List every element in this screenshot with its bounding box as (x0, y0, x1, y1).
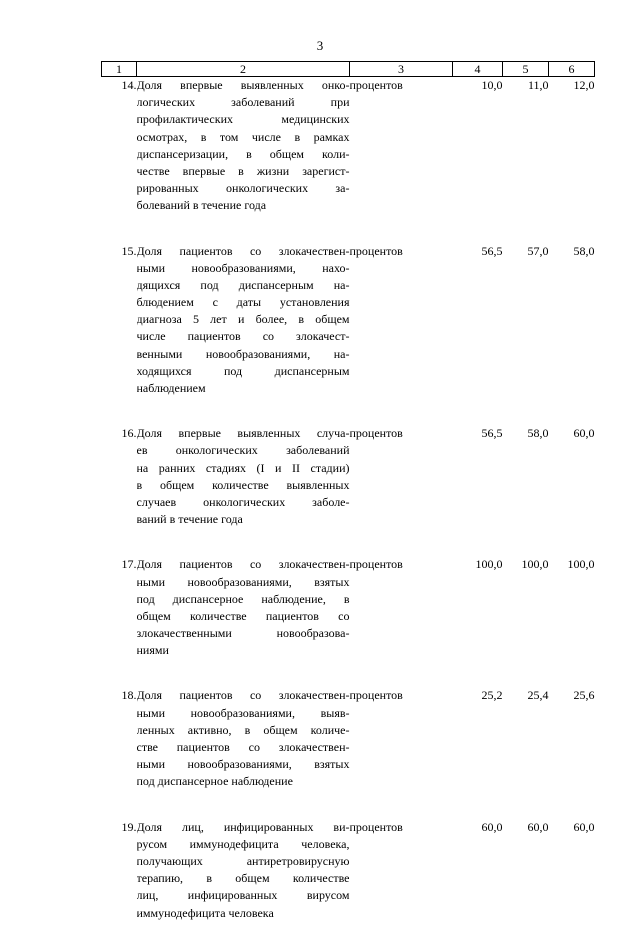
indicator-name-line: общем количестве пациентов со (136, 608, 350, 623)
value-col-6: 100,0 (567, 557, 595, 572)
value-col-5: 25,4 (527, 688, 549, 703)
indicator-name-line: честве впервые в жизни зарегист- (136, 163, 350, 178)
indicator-name (137, 819, 350, 950)
indicator-name-line: лиц, инфицированных вирусом (136, 888, 350, 903)
table-row (102, 819, 595, 950)
row-number: 15. (121, 243, 137, 258)
indicator-name-line: числе пациентов со злокачест- (136, 329, 350, 344)
indicator-name-line: ными новообразованиями, взятых (136, 574, 350, 589)
value-col-6: 60,0 (573, 426, 595, 441)
col-header-3: 3 (350, 62, 453, 77)
indicator-name-line: Доля пациентов со злокачествен- (136, 557, 350, 572)
value-col-6: 12,0 (573, 78, 595, 92)
value-col-4: 100,0 (475, 557, 503, 572)
value-col-6: 60,0 (573, 819, 595, 834)
unit: процентов (349, 243, 403, 258)
value-col-4: 60,0 (481, 819, 503, 834)
unit: процентов (349, 78, 403, 92)
indicator-name (137, 243, 350, 426)
row-number: 17. (121, 557, 137, 572)
row-number: 19. (121, 819, 137, 834)
row-number: 18. (121, 688, 137, 703)
indicator-name-line: Доля пациентов со злокачествен- (136, 243, 350, 258)
col-header-4: 4 (453, 62, 503, 77)
indicator-name-line: дящихся под диспансерным на- (136, 277, 350, 292)
value-col-5: 57,0 (527, 243, 549, 258)
table-row (102, 425, 595, 556)
indicator-name-line: получающих антиретровирусную (136, 853, 350, 868)
value-col-4: 25,2 (481, 688, 503, 703)
unit: процентов (349, 688, 403, 703)
indicator-name-line: логических заболеваний при (136, 95, 350, 110)
value-col-5: 60,0 (527, 819, 549, 834)
indicator-name-line: русом иммунодефицита человека, (136, 836, 350, 851)
indicator-name-line: рированных онкологических за- (136, 181, 350, 196)
col-header-1: 1 (102, 62, 137, 77)
value-col-6: 58,0 (573, 243, 595, 258)
indicator-name-line: злокачественными новообразова- (136, 626, 350, 641)
value-col-5: 58,0 (527, 426, 549, 441)
indicator-name-line: болеваний в течение года (136, 198, 267, 213)
indicator-name-line: ными новообразованиями, нахо- (136, 260, 350, 275)
indicator-name-line: блюдением с даты установления (136, 295, 350, 310)
indicator-name-line: Доля впервые выявленных случа- (136, 426, 350, 441)
indicator-name-line: Доля лиц, инфицированных ви- (136, 819, 350, 834)
table-row (102, 77, 595, 243)
table-header-row (102, 62, 595, 77)
indicator-name-line: на ранних стадиях (I и II стадии) (136, 460, 350, 475)
indicator-name-line: терапию, в общем количестве (136, 871, 350, 886)
indicator-name-line: Доля пациентов со злокачествен- (136, 688, 350, 703)
indicator-name-line: случаев онкологических заболе- (136, 494, 350, 509)
col-header-2: 2 (137, 62, 350, 77)
indicator-name (137, 687, 350, 818)
indicator-name-line: ленных активно, в общем количе- (136, 722, 350, 737)
table-row (102, 687, 595, 818)
indicator-name-line: стве пациентов со злокачествен- (136, 740, 350, 754)
table-row (102, 556, 595, 687)
value-col-4: 10,0 (481, 78, 503, 92)
indicator-name-line: наблюдением (136, 381, 206, 395)
row-number: 16. (121, 426, 137, 441)
indicator-name-line: венными новообразованиями, на- (136, 346, 350, 361)
value-col-5: 100,0 (521, 557, 549, 572)
table-row (102, 243, 595, 426)
indicator-name-line: ваний в течение года (136, 512, 243, 527)
indicators-table (101, 61, 595, 950)
indicator-name (137, 556, 350, 687)
indicator-name-line: осмотрах, в том числе в рамках (136, 129, 350, 144)
unit: процентов (349, 819, 403, 834)
indicator-name-line: ными новообразованиями, выяв- (136, 705, 350, 720)
value-col-5: 11,0 (527, 78, 549, 92)
indicator-name-line: ными новообразованиями, взятых (136, 757, 350, 772)
indicator-name-line: профилактических медицинских (136, 112, 350, 127)
indicator-name (137, 77, 350, 243)
value-col-4: 56,5 (481, 243, 503, 258)
indicator-name-line: иммунодефицита человека (136, 905, 274, 920)
col-header-5: 5 (503, 62, 549, 77)
indicator-name-line: диспансеризации, в общем коли- (136, 146, 350, 161)
col-header-6: 6 (549, 62, 595, 77)
indicator-name-line: ниями (136, 643, 169, 658)
indicator-name-line: в общем количестве выявленных (136, 477, 350, 492)
value-col-6: 25,6 (573, 688, 595, 703)
indicator-name-line: ходящихся под диспансерным (136, 363, 350, 378)
indicator-name-line: ев онкологических заболеваний (136, 443, 350, 458)
value-col-4: 56,5 (481, 426, 503, 441)
indicator-name (137, 425, 350, 556)
indicator-name-line: Доля впервые выявленных онко- (136, 78, 350, 92)
unit: процентов (349, 557, 403, 572)
unit: процентов (349, 426, 403, 441)
indicator-name-line: диагноза 5 лет и более, в общем (136, 312, 350, 327)
row-number: 14. (121, 78, 137, 92)
indicator-name-line: под диспансерное наблюдение, в (136, 591, 350, 606)
page-number: 3 (316, 38, 324, 53)
indicator-name-line: под диспансерное наблюдение (136, 774, 293, 789)
